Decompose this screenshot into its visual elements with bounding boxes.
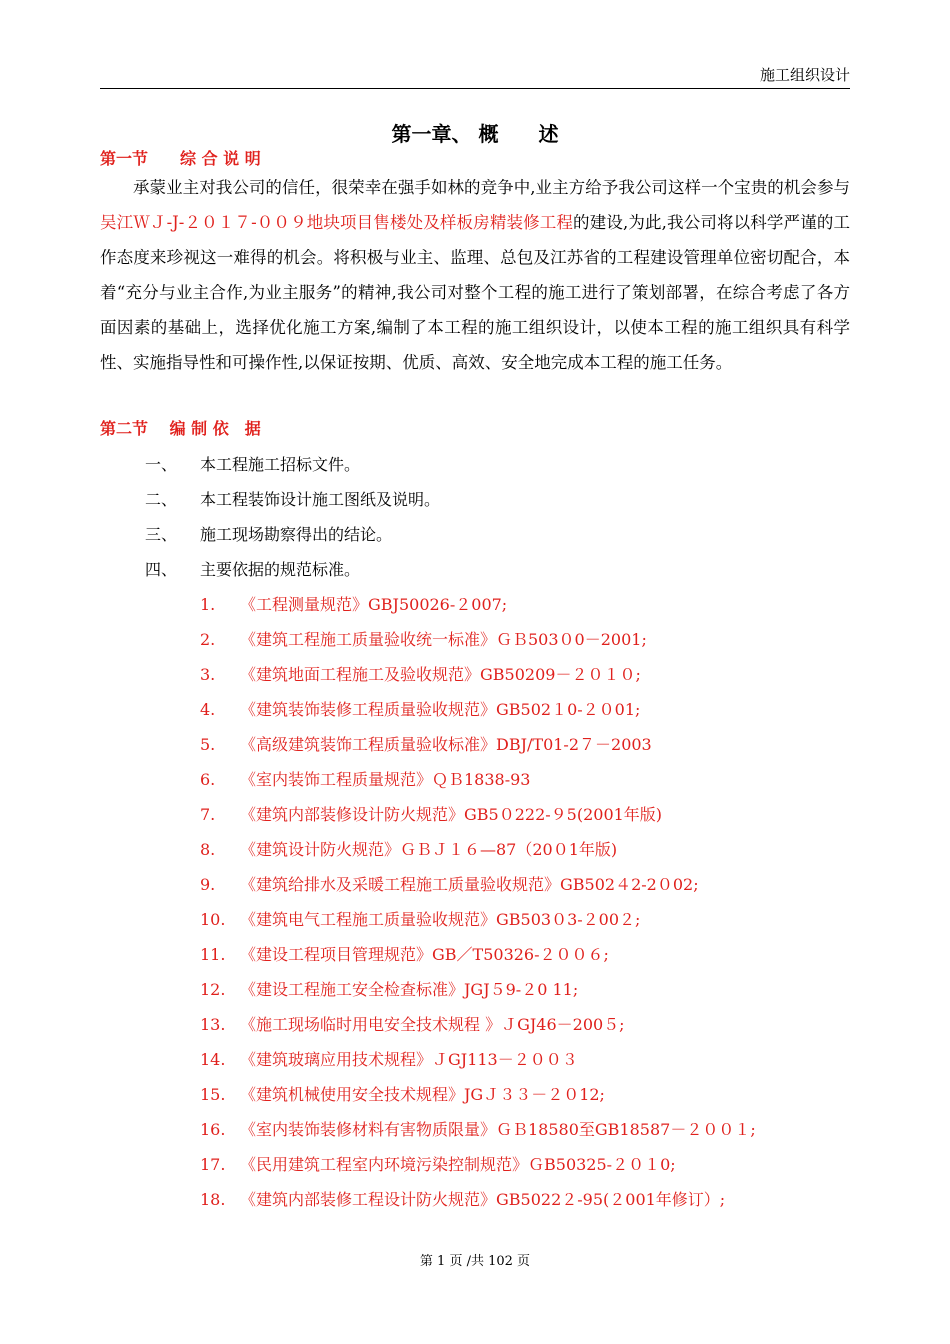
standard-number: 17. xyxy=(200,1155,226,1174)
standard-item xyxy=(200,977,578,1000)
standard-number: 4. xyxy=(200,700,216,719)
standard-item xyxy=(200,872,699,895)
basis-item xyxy=(145,522,392,545)
standard-number: 10. xyxy=(200,910,226,929)
standard-number: 6. xyxy=(200,770,216,789)
standard-item xyxy=(200,697,640,720)
standard-item xyxy=(200,1117,756,1140)
standard-text: 《工程测量规范》GBJ50026-２007; xyxy=(240,595,508,614)
page-header: 施工组织设计 xyxy=(759,66,850,84)
standard-number: 11. xyxy=(200,945,226,964)
standard-item xyxy=(200,767,531,790)
section-heading-1: 第一节 综 合 说 明 xyxy=(100,149,261,168)
standard-item xyxy=(200,837,617,860)
chapter-title: 第一章、 概 述 xyxy=(391,122,559,146)
standard-text: 《建设工程项目管理规范》GB／T50326-２００６; xyxy=(240,945,609,964)
standard-item xyxy=(200,1012,625,1035)
basis-number: 三、 xyxy=(145,525,178,544)
intro-text-before: 承蒙业主对我公司的信任，很荣幸在强手如林的竞争中,业主方给予我公司这样一个宝贵的机会参与 xyxy=(133,178,850,197)
basis-item xyxy=(145,557,360,580)
standard-text: 《建筑工程施工质量验收统一标准》ＧＢ503０0－2001; xyxy=(240,630,647,649)
standard-text: 《建筑内部装修设计防火规范》GB5０222-９5(2001年版) xyxy=(240,805,663,824)
standard-number: 13. xyxy=(200,1015,226,1034)
standard-number: 1. xyxy=(200,595,216,614)
standard-number: 2. xyxy=(200,630,216,649)
standard-number: 9. xyxy=(200,875,216,894)
standard-item xyxy=(200,627,647,650)
basis-text: 本工程装饰设计施工图纸及说明。 xyxy=(200,490,441,509)
standard-text: 《建筑内部装修工程设计防火规范》GB5022２-95(２001年修订）; xyxy=(240,1190,726,1209)
standard-item xyxy=(200,732,652,755)
basis-text: 本工程施工招标文件。 xyxy=(200,455,361,474)
standard-item xyxy=(200,592,507,615)
standard-number: 16. xyxy=(200,1120,226,1139)
standard-text: 《建设工程施工安全检查标准》JGJ５9-２0 11; xyxy=(240,980,579,999)
standard-number: 8. xyxy=(200,840,216,859)
project-name: 吴江ＷＪ-J-２０１７-００９地块项目售楼处及样板房精装修工程 xyxy=(100,213,574,232)
standard-number: 3. xyxy=(200,665,216,684)
standard-item xyxy=(200,802,662,825)
standard-item xyxy=(200,942,609,965)
standard-item xyxy=(200,1187,725,1210)
standard-item xyxy=(200,1082,605,1105)
basis-item xyxy=(145,452,360,475)
standard-text: 《高级建筑装饰工程质量验收标准》DBJ/T01-2７－2003 xyxy=(240,735,652,754)
standard-text: 《民用建筑工程室内环境污染控制规范》ＧB50325-２０１0; xyxy=(240,1155,676,1174)
standard-number: 14. xyxy=(200,1050,226,1069)
standard-item xyxy=(200,1152,676,1175)
standard-text: 《建筑设计防火规范》ＧＢＪ１６—87（20０1年版) xyxy=(240,840,618,859)
standard-text: 《建筑地面工程施工及验收规范》GB50209－２０１０; xyxy=(240,665,641,684)
standard-text: 《建筑装饰装修工程质量验收规范》GB502１0-２０01; xyxy=(240,700,641,719)
standard-number: 18. xyxy=(200,1190,226,1209)
standard-item xyxy=(200,662,641,685)
standard-number: 7. xyxy=(200,805,216,824)
standard-number: 15. xyxy=(200,1085,226,1104)
intro-paragraph xyxy=(100,170,850,380)
standard-text: 《建筑电气工程施工质量验收规范》GB503０3-２00２; xyxy=(240,910,641,929)
intro-text-after: 的建设,为此,我公司将以科学严谨的工作态度来珍视这一难得的机会。将积极与业主、监理、总包及江苏省的工程建设管理单位密切配合，本着“充分与业主合作,为业主服务”的精神,我公司对整个工程的施工进行了策划部署，在综合考虑了各方面因素的基础上，选择优化施工方案,编制了本工程的施工组织设计，以使本工程的施工组织具有科学性、实施指导性和可操作性,以保证按期、优质、高效、安全地完成本工程的施工任务。 xyxy=(100,213,850,372)
basis-number: 四、 xyxy=(145,560,178,579)
basis-number: 二、 xyxy=(145,490,178,509)
standard-text: 《施工现场临时用电安全技术规程 》ＪGJ46－200５; xyxy=(240,1015,625,1034)
basis-item xyxy=(145,487,440,510)
standard-text: 《室内装饰工程质量规范》ＱＢ1838-93 xyxy=(240,770,531,789)
standard-number: 5. xyxy=(200,735,216,754)
standard-text: 《室内装饰装修材料有害物质限量》ＧＢ18580至GB18587－２００１; xyxy=(240,1120,756,1139)
section-heading-2: 第二节 编 制 依 据 xyxy=(100,419,261,438)
standard-number: 12. xyxy=(200,980,226,999)
basis-text: 施工现场勘察得出的结论。 xyxy=(200,525,393,544)
standard-text: 《建筑玻璃应用技术规程》ＪGJ113－２００３ xyxy=(240,1050,578,1069)
header-divider xyxy=(100,88,850,89)
standard-text: 《建筑机械使用安全技术规程》JGＪ３３－２０12; xyxy=(240,1085,605,1104)
standard-item xyxy=(200,907,640,930)
page-footer: 第 1 页 /共 102 页 xyxy=(419,1254,531,1269)
standard-text: 《建筑给排水及采暖工程施工质量验收规范》GB502４2-2０02; xyxy=(240,875,699,894)
standard-item xyxy=(200,1047,578,1070)
basis-number: 一、 xyxy=(145,455,178,474)
basis-text: 主要依据的规范标准。 xyxy=(200,560,361,579)
